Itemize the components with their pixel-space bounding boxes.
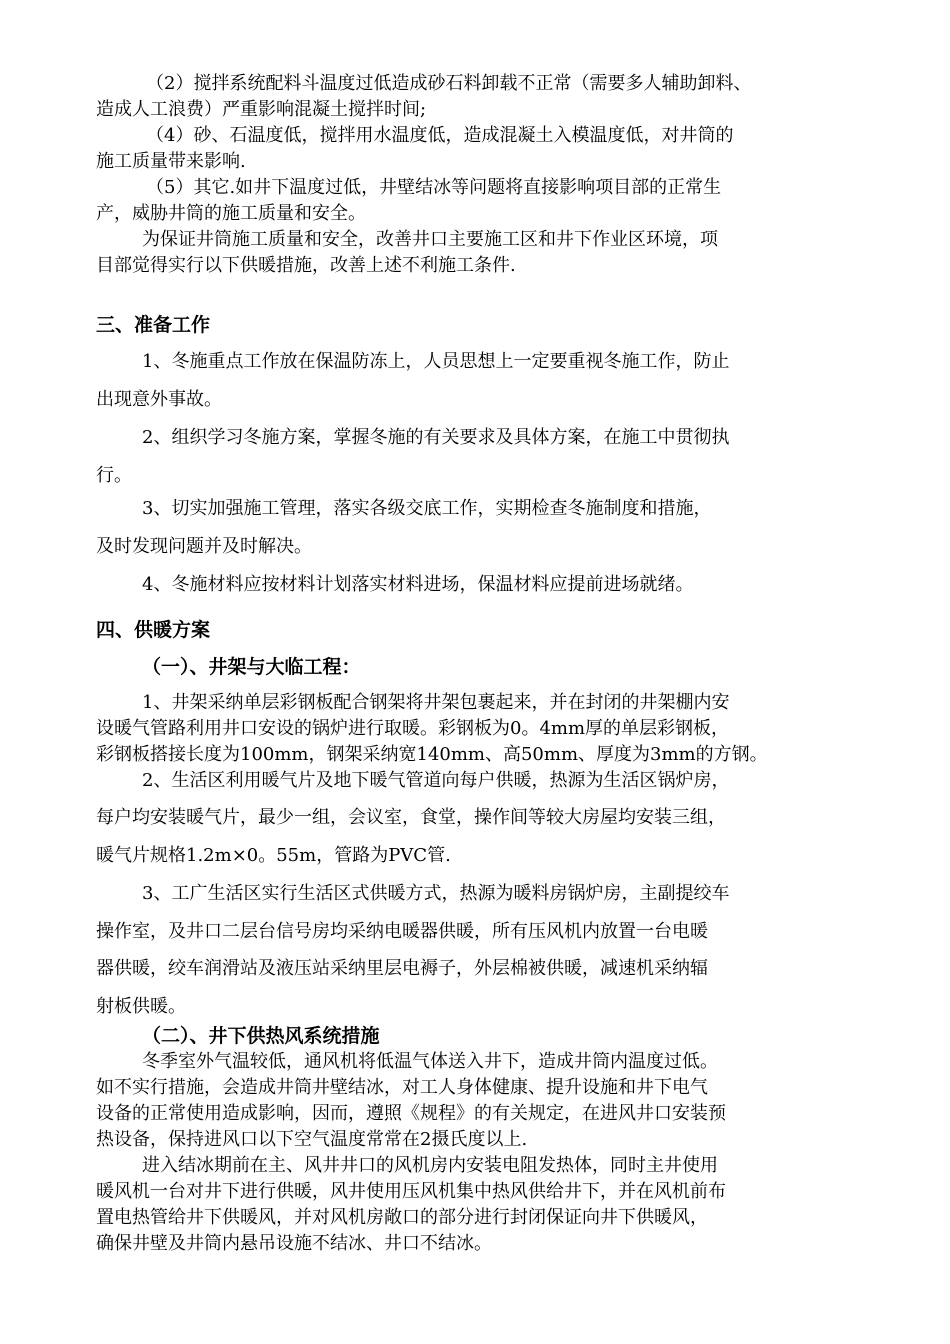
text-line: 进入结冰期前在主、风井井口的风机房内安装电阻发热体，同时主井使用 — [142, 1155, 718, 1176]
text-line: （2）搅拌系统配料斗温度过低造成砂石料卸载不正常（需要多人辅助卸料、 — [146, 73, 752, 94]
text-line: 暖风机一台对井下进行供暖，风井使用压风机集中热风供给井下，并在风机前布 — [96, 1181, 726, 1202]
text-line: 及时发现问题并及时解决。 — [96, 536, 312, 557]
text-line: 造成人工浪费）严重影响混凝土搅拌时间; — [96, 99, 427, 120]
section-heading: 四、供暖方案 — [96, 619, 211, 641]
text-line: 暖气片规格1.2m×0。55m，管路为PVC管. — [96, 845, 451, 866]
text-line: 彩钢板搭接长度为100mm，钢架采纳宽140mm、高50mm、厚度为3mm的方钢。 — [96, 744, 768, 765]
text-line: 产，威胁井筒的施工质量和安全。 — [96, 203, 366, 224]
text-line: （5）其它.如井下温度过低，井壁结冰等问题将直接影响项目部的正常生 — [146, 177, 722, 198]
section-heading: 三、准备工作 — [96, 314, 211, 336]
text-line: 为保证井筒施工质量和安全，改善井口主要施工区和井下作业区环境，项 — [142, 229, 718, 250]
text-line: 行。 — [96, 465, 132, 486]
text-line: 施工质量带来影响. — [96, 151, 246, 172]
text-line: 设备的正常使用造成影响，因而，遵照《规程》的有关规定，在进风井口安装预 — [96, 1103, 726, 1124]
text-line: 1、冬施重点工作放在保温防冻上，人员思想上一定要重视冬施工作，防止 — [142, 351, 730, 372]
text-line: 2、组织学习冬施方案，掌握冬施的有关要求及具体方案，在施工中贯彻执 — [142, 427, 730, 448]
text-line: 如不实行措施，会造成井筒井壁结冰，对工人身体健康、提升设施和井下电气 — [96, 1077, 708, 1098]
text-line: 设暖气管路利用井口安设的锅炉进行取暖。彩钢板为0。4mm厚的单层彩钢板， — [96, 718, 730, 739]
subsection-heading: （一）、井架与大临工程： — [142, 656, 361, 678]
text-line: 确保井壁及井筒内悬吊设施不结冰、井口不结冰。 — [96, 1233, 492, 1254]
text-line: 冬季室外气温较低，通风机将低温气体送入井下，造成井筒内温度过低。 — [142, 1051, 718, 1072]
text-line: 3、切实加强施工管理，落实各级交底工作，实期检查冬施制度和措施， — [142, 498, 712, 519]
text-line: 2、生活区利用暖气片及地下暖气管道向每户供暖，热源为生活区锅炉房， — [142, 770, 730, 791]
text-line: 4、冬施材料应按材料计划落实材料进场，保温材料应提前进场就绪。 — [142, 574, 694, 595]
text-line: 3、工广生活区实行生活区式供暖方式，热源为暖料房锅炉房，主副提绞车 — [142, 883, 730, 904]
text-line: 操作室，及井口二层台信号房均采纳电暖器供暖，所有压风机内放置一台电暖 — [96, 921, 708, 942]
text-line: 射板供暖。 — [96, 996, 186, 1017]
text-line: 器供暖，绞车润滑站及液压站采纳里层电褥子，外层棉被供暖，减速机采纳辐 — [96, 958, 708, 979]
text-line: 热设备，保持进风口以下空气温度常常在2摄氏度以上. — [96, 1129, 528, 1150]
text-line: 置电热管给井下供暖风，并对风机房敞口的部分进行封闭保证向井下供暖风， — [96, 1207, 708, 1228]
subsection-heading: （二）、井下供热风系统措施 — [142, 1025, 380, 1047]
text-line: 出现意外事故。 — [96, 389, 222, 410]
text-line: 目部觉得实行以下供暖措施，改善上述不利施工条件. — [96, 255, 516, 276]
text-line: 1、井架采纳单层彩钢板配合钢架将井架包裹起来，并在封闭的井架棚内安 — [142, 692, 730, 713]
text-line: 每户均安装暖气片，最少一组，会议室，食堂，操作间等较大房屋均安装三组， — [96, 807, 726, 828]
text-line: （4）砂、石温度低，搅拌用水温度低，造成混凝土入模温度低，对井筒的 — [146, 125, 734, 146]
